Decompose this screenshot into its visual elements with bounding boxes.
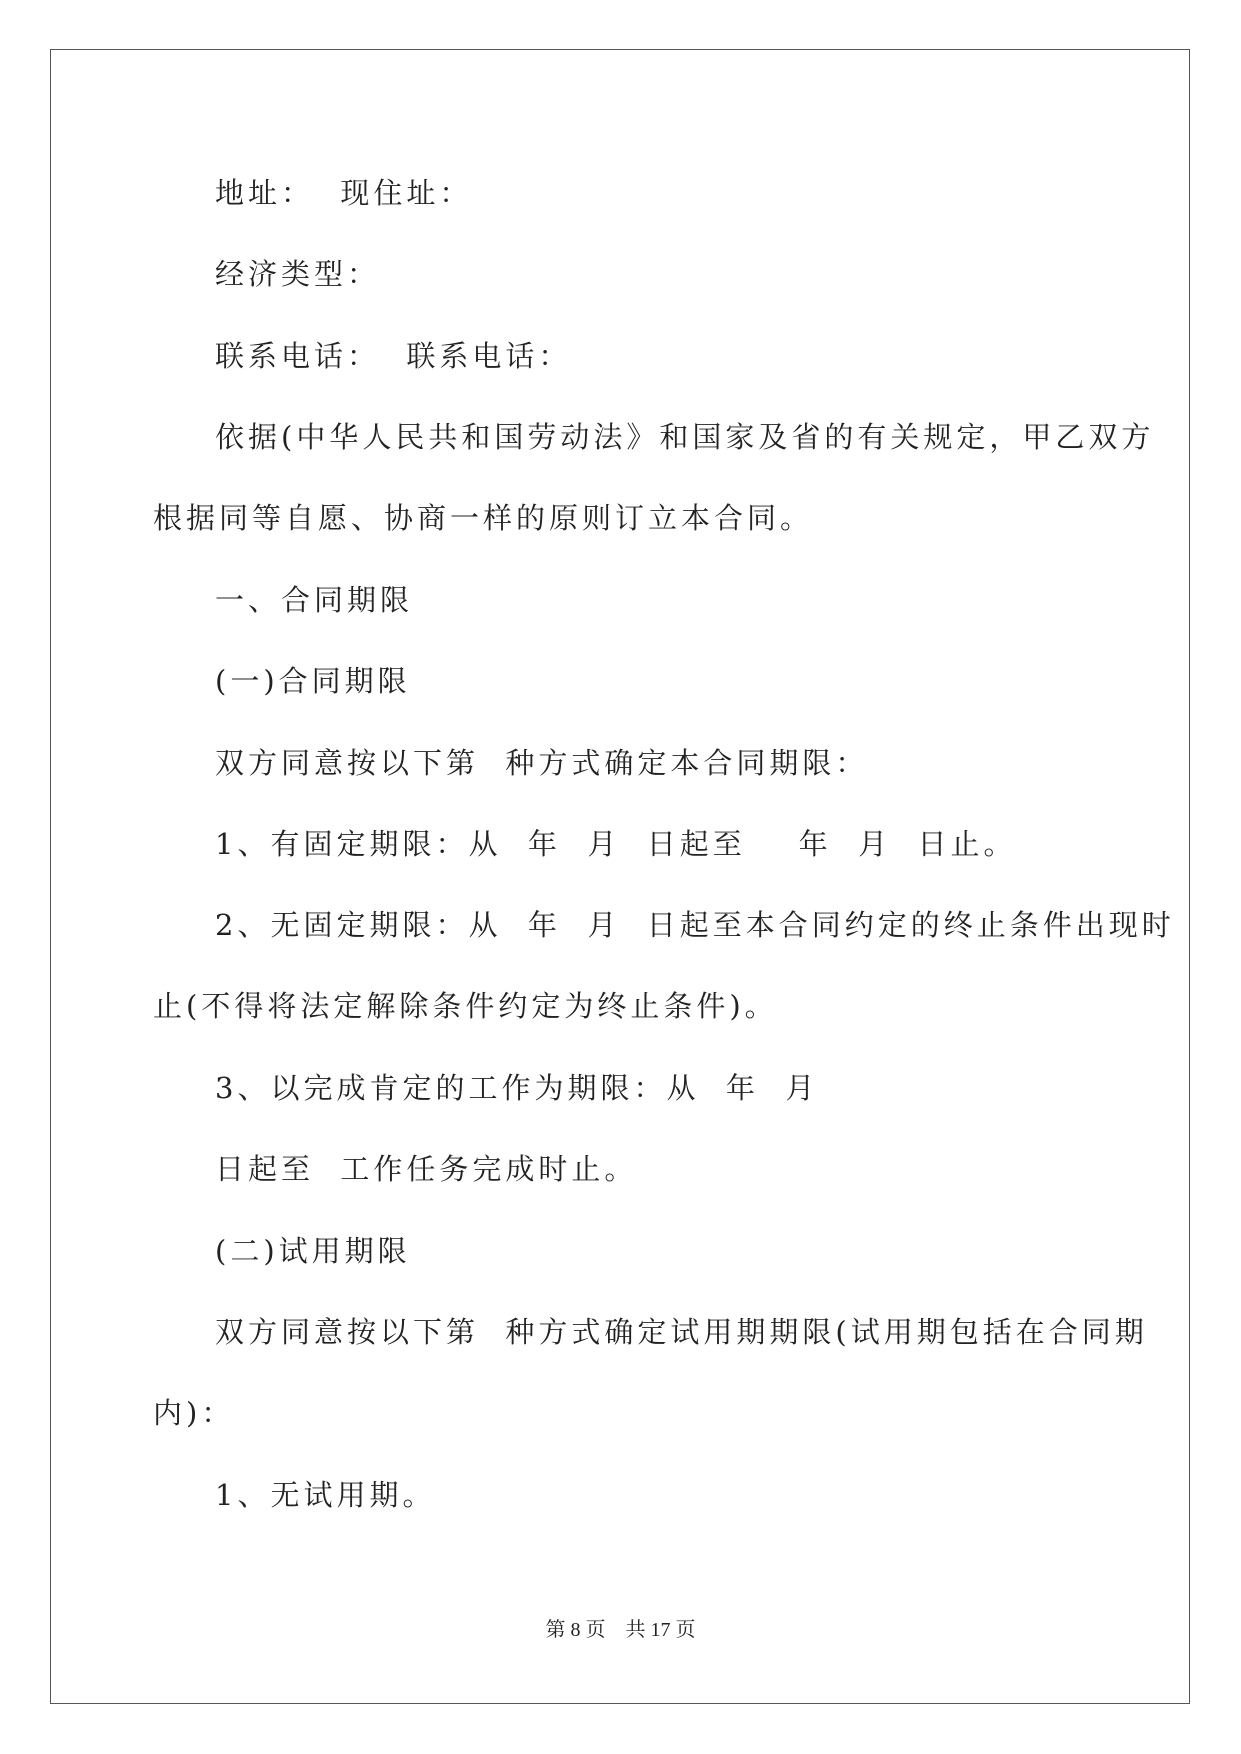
subsection-heading-contract-term: (一)合同期限	[215, 664, 411, 698]
term-option-2-line-1: 2、无固定期限：从 年 月 日起至本合同约定的终止条件出现时	[215, 908, 1175, 942]
probation-method-line-1: 双方同意按以下第 种方式确定试用期期限(试用期包括在合同期	[215, 1315, 1148, 1349]
term-option-2-line-2: 止(不得将法定解除条件约定为终止条件)。	[153, 989, 778, 1023]
term-option-3-line-2: 日起至 工作任务完成时止。	[215, 1152, 638, 1186]
paragraph-basis-line-1: 依据(中华人民共和国劳动法》和国家及省的有关规定，甲乙双方	[215, 420, 1155, 454]
page-number-footer: 第 8 页 共 17 页	[545, 1619, 696, 1641]
term-option-3-line-1: 3、以完成肯定的工作为期限：从 年 月	[215, 1071, 819, 1105]
probation-method-line-2: 内)：	[153, 1396, 235, 1430]
phone-line: 联系电话： 联系电话：	[215, 339, 572, 373]
economic-type-line: 经济类型：	[215, 257, 381, 291]
subsection-heading-probation: (二)试用期限	[215, 1234, 411, 1268]
section-heading-contract-term: 一、合同期限	[215, 583, 414, 617]
term-option-1: 1、有固定期限：从 年 月 日起至 年 月 日止。	[215, 827, 1017, 861]
page-border	[50, 49, 1190, 1704]
paragraph-basis-line-2: 根据同等自愿、协商一样的原则订立本合同。	[153, 501, 814, 535]
term-method-line: 双方同意按以下第 种方式确定本合同期限：	[215, 746, 869, 780]
address-line: 地址： 现住址：	[215, 176, 473, 210]
probation-option-1: 1、无试用期。	[215, 1478, 436, 1512]
